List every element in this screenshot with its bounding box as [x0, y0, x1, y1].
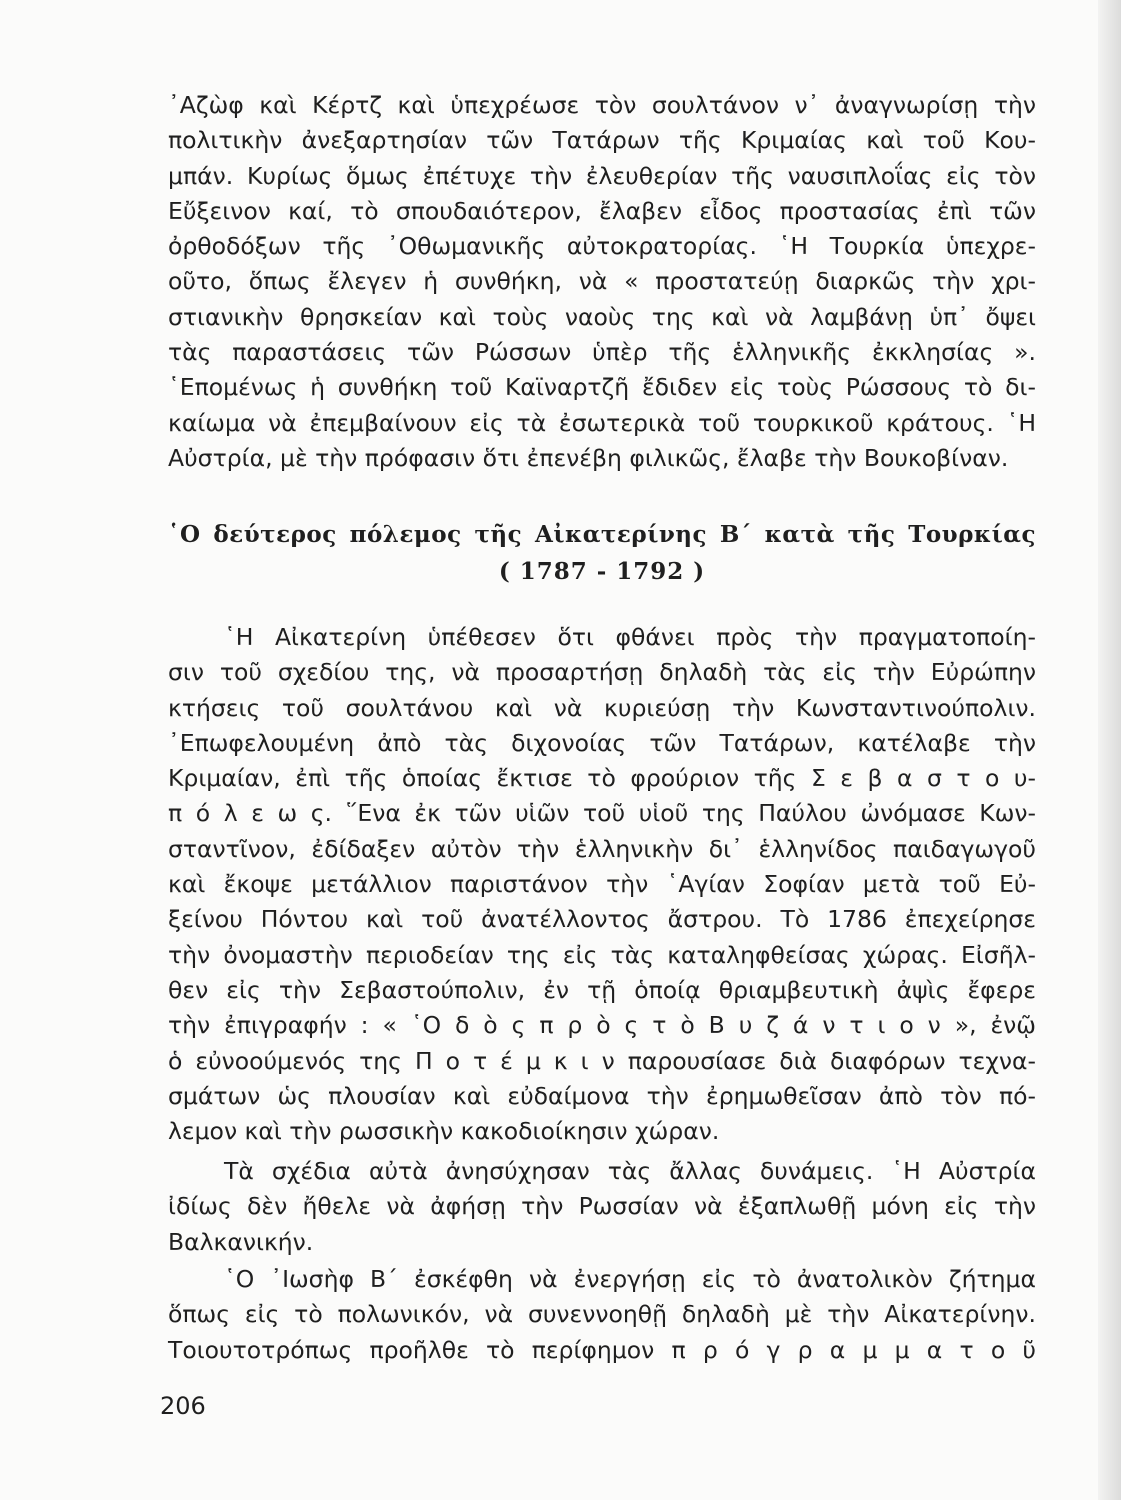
text-line: ὁ εὐνοούμενός της Π ο τ έ μ κ ι ν παρουσίασε διὰ διαφόρων τεχνα- [168, 1046, 1036, 1075]
text-line: μπάν. Κυρίως ὅμως ἐπέτυχε τὴν ἐλευθερίαν τῆς ναυσιπλοΐας εἰς τὸν [168, 161, 1036, 190]
text-line: ὀρθοδόξων τῆς ᾿Οθωμανικῆς αὐτοκρατορίας. ῾Η Τουρκία ὑπεχρε- [168, 232, 1036, 261]
page-edge-shadow [1098, 0, 1121, 1500]
text-line: κτήσεις τοῦ σουλτάνου καὶ νὰ κυριεύσῃ τὴν Κωνσταντινούπολιν. [168, 693, 1036, 722]
text-line: καίωμα νὰ ἐπεμβαίνουν εἰς τὰ ἐσωτερικὰ τοῦ τουρκικοῦ κράτους. ῾Η [168, 408, 1036, 437]
text-line: Εὔξεινον καί, τὸ σπουδαιότερον, ἔλαβεν εἶδος προστασίας ἐπὶ τῶν [168, 196, 1036, 225]
paragraph-2 [168, 620, 1036, 1149]
text-line: σταντῖνον, ἐδίδαξεν αὐτὸν τὴν ἑλληνικὴν δι᾿ ἑλληνίδος παιδαγωγοῦ [168, 834, 1036, 863]
text-line: Βαλκανικήν. [168, 1227, 314, 1256]
text-line: στιανικὴν θρησκείαν καὶ τοὺς ναοὺς της καὶ νὰ λαμβάνῃ ὑπ᾿ ὄψει [168, 302, 1036, 331]
page-number: 206 [160, 1392, 206, 1420]
paragraph-1 [168, 88, 1036, 476]
text-line: οῦτο, ὅπως ἔλεγεν ἡ συνθήκη, νὰ « προστατεύῃ διαρκῶς τὴν χρι- [168, 267, 1036, 296]
text-line: σιν τοῦ σχεδίου της, νὰ προσαρτήσῃ δηλαδὴ τὰς εἰς τὴν Εὐρώπην [168, 658, 1036, 687]
text-line: ῾Η Αἰκατερίνη ὑπέθεσεν ὅτι φθάνει πρὸς τὴν πραγματοποίη- [224, 623, 1036, 651]
section-heading-years: ( 1787 - 1792 ) [498, 558, 706, 585]
text-line: Αὐστρία, μὲ τὴν πρόφασιν ὅτι ἐπενέβη φιλικῶς, ἔλαβε τὴν Βουκοβίναν. [168, 443, 1009, 472]
text-line: θεν εἰς τὴν Σεβαστούπολιν, ἐν τῇ ὁποίᾳ θριαμβευτικὴ ἀψὶς ἔφερε [168, 975, 1036, 1004]
text-line: καὶ ἔκοψε μετάλλιον παριστάνον τὴν ῾Αγίαν Σοφίαν μετὰ τοῦ Εὐ- [168, 870, 1036, 899]
text-line: ᾿Αζὼφ καὶ Κέρτζ καὶ ὑπεχρέωσε τὸν σουλτάνον ν᾿ ἀναγνωρίσῃ τὴν [168, 91, 1036, 119]
text-line: ᾿Επωφελουμένη ἀπὸ τὰς διχονοίας τῶν Τατάρων, κατέλαβε τὴν [168, 728, 1036, 757]
text-line: Τοιουτοτρόπως προῆλθε τὸ περίφημον π ρ ό γ ρ α μ μ α τ ο ῦ [168, 1335, 1036, 1364]
text-line: τὴν ὀνομαστὴν περιοδείαν της εἰς τὰς καταληφθείσας χώρας. Εἰσῆλ- [168, 940, 1036, 969]
text-line: Τὰ σχέδια αὐτὰ ἀνησύχησαν τὰς ἄλλας δυνάμεις. ῾Η Αὐστρία [224, 1157, 1036, 1185]
text-line: ῾Επομένως ἡ συνθήκη τοῦ Καϊναρτζῆ ἔδιδεν εἰς τοὺς Ρώσσους τὸ δι- [168, 373, 1036, 402]
text-line: ἰδίως δὲν ἤθελε νὰ ἀφήσῃ τὴν Ρωσσίαν νὰ ἐξαπλωθῇ μόνη εἰς τὴν [168, 1192, 1036, 1221]
text-line: τὴν ἐπιγραφήν : « ῾Ο δ ὸ ς π ρ ὸ ς τ ὸ Β υ ζ ά ν τ ι ο ν », ἐνῷ [168, 1011, 1036, 1040]
text-line: ὅπως εἰς τὸ πολωνικόν, νὰ συνεννοηθῇ δηλαδὴ μὲ τὴν Αἰκατερίνην. [168, 1300, 1036, 1329]
paragraph-3 [168, 1154, 1036, 1260]
section-heading: ῾Ο δεύτερος πόλεμος τῆς Αἰκατερίνης Β΄ κατὰ τῆς Τουρκίας [168, 521, 1036, 548]
text-line: Κριμαίαν, ἐπὶ τῆς ὁποίας ἔκτισε τὸ φρούριον τῆς Σ ε β α σ τ ο υ- [168, 764, 1036, 793]
text-line: π ό λ ε ω ς. ῞Ενα ἐκ τῶν υἱῶν τοῦ υἱοῦ της Παύλου ὠνόμασε Κων- [168, 799, 1036, 828]
text-line: πολιτικὴν ἀνεξαρτησίαν τῶν Τατάρων τῆς Κριμαίας καὶ τοῦ Κου- [168, 126, 1036, 155]
text-line: ξείνου Πόντου καὶ τοῦ ἀνατέλλοντος ἄστρου. Τὸ 1786 ἐπεχείρησε [168, 905, 1036, 934]
text-line: σμάτων ὡς πλουσίαν καὶ εὐδαίμονα τὴν ἐρημωθεῖσαν ἀπὸ τὸν πό- [168, 1081, 1036, 1110]
text-line: ῾Ο ᾿Ιωσὴφ Β΄ ἐσκέφθη νὰ ἐνεργήσῃ εἰς τὸ ἀνατολικὸν ζήτημα [224, 1265, 1036, 1293]
text-line: λεμον καὶ τὴν ρωσσικὴν κακοδιοίκησιν χώραν. [168, 1117, 720, 1146]
paragraph-4 [168, 1262, 1036, 1368]
text-line: τὰς παραστάσεις τῶν Ρώσσων ὑπὲρ τῆς ἑλληνικῆς ἐκκλησίας ». [168, 338, 1036, 367]
